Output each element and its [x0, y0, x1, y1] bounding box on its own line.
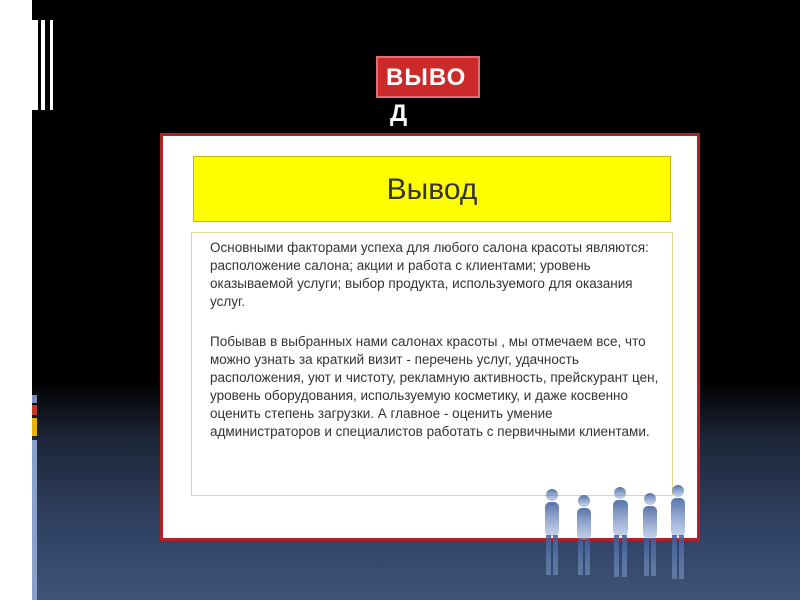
slide — [32, 0, 800, 600]
paragraph-1: Основными факторами успеха для любого салона красоты являются: расположение салона; акции и работа с клиентами; уровень оказываемой услуги; выбор продукта, используемого для оказания услуг. — [210, 240, 649, 309]
vertical-line — [41, 20, 45, 110]
text-box — [191, 232, 673, 496]
accent-bar — [32, 405, 37, 415]
vertical-line — [32, 20, 38, 110]
accent-bar — [32, 418, 37, 436]
title-box — [376, 56, 480, 127]
title-line-1: ВЫВО — [386, 64, 467, 91]
content-frame — [160, 133, 700, 541]
title-line-2: Д — [390, 100, 408, 127]
heading: Вывод — [193, 156, 671, 222]
business-people-silhouettes-icon — [532, 483, 692, 600]
accent-bar — [32, 440, 37, 600]
accent-bar — [32, 395, 37, 403]
vertical-line — [50, 20, 53, 110]
paragraph-2: Побывав в выбранных нами салонах красоты , мы отмечаем все, что можно узнать за краткий визит - перечень услуг, удачность расположения, уют и чистоту, рекламную активность, прейскурант цен, уровень оборудования, используемую косметику, и даже косвенно оценить степень загрузки. А главное - оценить умение администраторов и специалистов работать с первичными клиентами. — [210, 334, 659, 439]
